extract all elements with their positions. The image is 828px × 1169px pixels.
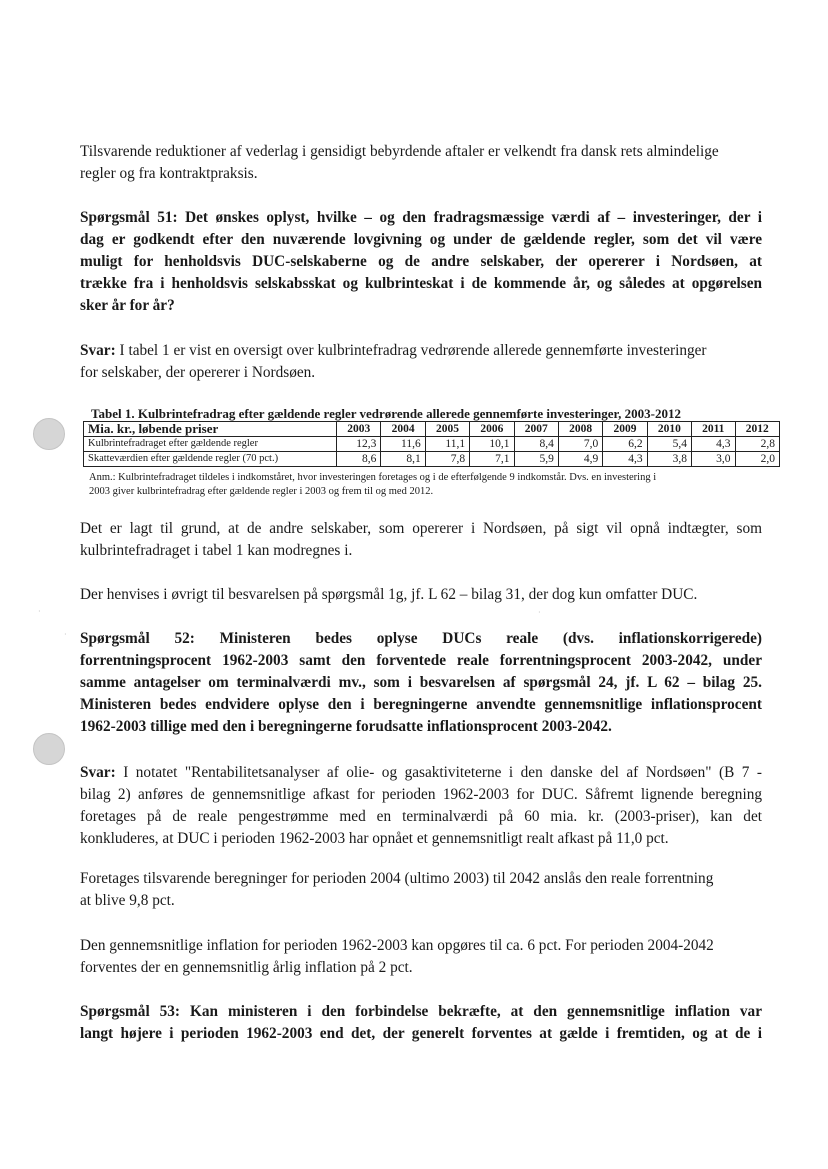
text-line: Spørgsmål 51: Det ønskes oplyst, hvilke – og den fradragsmæssige værdi af – investeringer, der i	[80, 209, 762, 226]
row-label: Kulbrintefradraget efter gældende regler	[84, 437, 337, 452]
year-header: 2007	[514, 422, 558, 437]
table-cell: 12,3	[337, 437, 381, 452]
table-cell: 4,3	[603, 452, 647, 467]
text-line: 1962-2003 tillige med den i beregningerne forudsatte inflationsprocent 2003-2042.	[80, 718, 612, 735]
row-label: Skatteværdien efter gældende regler (70 pct.)	[84, 452, 337, 467]
scan-speck: ·	[538, 608, 541, 617]
text-line: sker år for år?	[80, 297, 175, 314]
table-cell: 2,8	[735, 437, 779, 452]
table-header-label: Mia. kr., løbende priser	[84, 422, 337, 437]
table-cell: 7,8	[425, 452, 469, 467]
paragraph-inflation	[80, 935, 762, 979]
text-line: Det er lagt til grund, at de andre selskaber, som opererer i Nordsøen, på sigt vil opnå indtægter, som	[80, 520, 762, 537]
table-cell: 4,3	[692, 437, 736, 452]
text-line: Spørgsmål 52: Ministeren bedes oplyse DUCs reale (dvs. inflationskorrigerede)	[80, 630, 762, 647]
paragraph-2004-2042	[80, 868, 762, 912]
year-header: 2010	[647, 422, 691, 437]
text-line: Spørgsmål 53: Kan ministeren i den forbindelse bekræfte, at den gennemsnitlige inflation var	[80, 1003, 762, 1020]
answer-label: Svar:	[80, 342, 116, 359]
text-line: kulbrintefradraget i tabel 1 kan modregnes i.	[80, 542, 353, 559]
text-line: langt højere i perioden 1962-2003 end det, der generelt forventes at gælde i fremtiden, og at de i	[80, 1025, 762, 1042]
text-line: regler og fra kontraktpraksis.	[80, 165, 258, 182]
table-row	[84, 452, 780, 467]
table-cell: 4,9	[558, 452, 602, 467]
table-cell: 7,0	[558, 437, 602, 452]
text-line: dag er godkendt efter den nuværende lovgivning og under de gældende regler, som det vil være	[80, 231, 762, 248]
punch-hole-top	[33, 418, 65, 450]
year-header: 2006	[470, 422, 514, 437]
punch-hole-bottom	[33, 733, 65, 765]
year-header: 2011	[692, 422, 736, 437]
text-line: konkluderes, at DUC i perioden 1962-2003 har opnået et gennemsnitligt realt afkast på 11,0 pct.	[80, 830, 669, 847]
table-cell: 3,8	[647, 452, 691, 467]
answer-52	[80, 762, 762, 850]
text-line	[80, 340, 762, 362]
table-cell: 11,1	[425, 437, 469, 452]
text-line: Foretages tilsvarende beregninger for perioden 2004 (ultimo 2003) til 2042 anslås den reale forrentning	[80, 870, 714, 887]
text-line: samme antagelser om terminalværdi mv., som i besvarelsen af spørgsmål 24, jf. L 62 – bilag 25.	[80, 674, 762, 691]
text-line: bilag 2) anføres de gennemsnitlige afkast for perioden 1962-2003 for DUC. Såfremt lignende beregning	[80, 786, 762, 803]
year-header: 2009	[603, 422, 647, 437]
text-line: forventes der en gennemsnitlig årlig inflation på 2 pct.	[80, 959, 413, 976]
year-header: 2005	[425, 422, 469, 437]
table-cell: 5,9	[514, 452, 558, 467]
table-cell: 5,4	[647, 437, 691, 452]
table-cell: 11,6	[381, 437, 425, 452]
text-line: 2003 giver kulbrintefradrag efter gældende regler i 2003 og frem til og med 2012.	[89, 486, 434, 497]
table-row	[84, 437, 780, 452]
table-cell: 10,1	[470, 437, 514, 452]
paragraph-intro	[80, 141, 762, 185]
text-line	[80, 762, 762, 784]
text-line: Der henvises i øvrigt til besvarelsen på spørgsmål 1g, jf. L 62 – bilag 31, der dog kun omfatter DUC.	[80, 586, 698, 603]
question-52	[80, 628, 762, 738]
kulbrintefradrag-table	[83, 421, 780, 467]
scan-speck: ·	[64, 630, 67, 639]
text-line: Den gennemsnitlige inflation for perioden 1962-2003 kan opgøres til ca. 6 pct. For perioden 2004-2042	[80, 937, 714, 954]
table-cell: 2,0	[735, 452, 779, 467]
text-line: Anm.: Kulbrintefradraget tildeles i indkomståret, hvor investeringen foretages og i de efterfølgende 9 indkomstår. Dvs. en investering i	[89, 472, 657, 483]
answer-label: Svar:	[80, 764, 116, 781]
answer-text: I notatet "Rentabilitetsanalyser af olie- og gasaktiviteterne i den danske del af Nordsøen" (B 7 -	[115, 764, 762, 781]
table-cell: 3,0	[692, 452, 736, 467]
year-header: 2004	[381, 422, 425, 437]
text-line: at blive 9,8 pct.	[80, 892, 175, 909]
table-cell: 8,1	[381, 452, 425, 467]
table-cell: 8,6	[337, 452, 381, 467]
text-line: for selskaber, der opererer i Nordsøen.	[80, 364, 316, 381]
question-53	[80, 1001, 762, 1045]
answer-51	[80, 340, 762, 384]
text-line: foretages på de reale pengestrømme med en terminalværdi på 60 mia. kr. (2003-priser), kan det	[80, 808, 762, 825]
scan-speck: ·	[38, 607, 41, 616]
text-line: forrentningsprocent 1962-2003 samt den forventede reale forrentningsprocent 2003-2042, under	[80, 652, 762, 669]
year-header: 2012	[735, 422, 779, 437]
table-caption: Tabel 1. Kulbrintefradrag efter gældende regler vedrørende allerede gennemførte investeringer, 2003-2012	[91, 406, 681, 421]
answer-text: I tabel 1 er vist en oversigt over kulbrintefradrag vedrørende allerede gennemførte investeringer	[115, 342, 707, 359]
year-header: 2003	[337, 422, 381, 437]
text-line: Ministeren bedes endvidere oplyse den i beregningerne anvendte gennemsnitlige inflationsprocent	[80, 696, 762, 713]
year-header: 2008	[558, 422, 602, 437]
table-header-row	[84, 422, 780, 437]
text-line: muligt for henholdsvis DUC-selskaberne og de andre selskaber, der opererer i Nordsøen, at	[80, 253, 762, 270]
table-cell: 6,2	[603, 437, 647, 452]
text-line: trække fra i henholdsvis selskabsskat og kulbrinteskat i de kommende år, og således at opgørelsen	[80, 275, 762, 292]
table-note	[89, 471, 779, 499]
text-line: Tilsvarende reduktioner af vederlag i gensidigt bebyrdende aftaler er velkendt fra dansk rets almindelige	[80, 143, 719, 160]
question-51	[80, 207, 762, 317]
paragraph-after-table	[80, 518, 762, 562]
table-cell: 8,4	[514, 437, 558, 452]
paragraph-reference	[80, 584, 762, 606]
table-cell: 7,1	[470, 452, 514, 467]
